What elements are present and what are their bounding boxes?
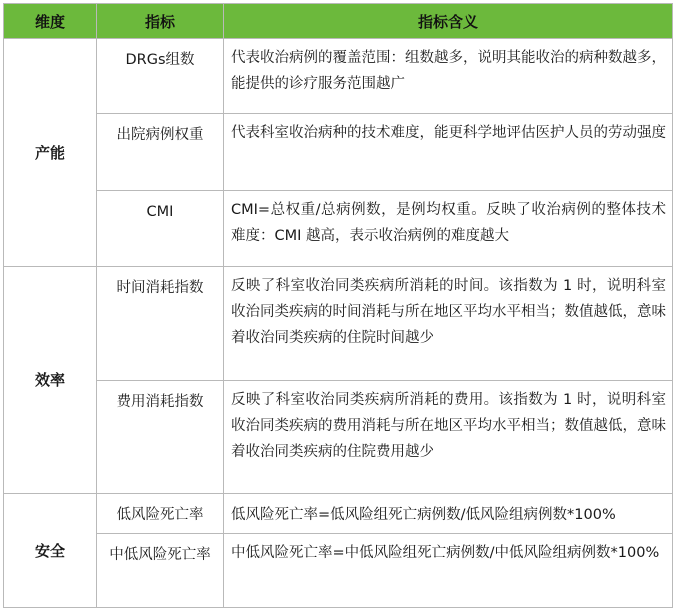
table-row <box>4 190 673 266</box>
table-row <box>4 494 673 533</box>
table-row <box>4 533 673 607</box>
meaning-cell: 代表科室收治病种的技术难度，能更科学地评估医护人员的劳动强度 <box>224 114 673 190</box>
dimension-safety: 安全 <box>4 494 97 608</box>
indicator-cell: CMI <box>97 190 224 266</box>
table-row <box>4 114 673 190</box>
table-row <box>4 39 673 114</box>
meaning-cell: CMI=总权重/总病例数，是例均权重。反映了收治病例的整体技术难度：CMI 越高，表示收治病例的难度越大 <box>224 190 673 266</box>
dimension-efficiency: 效率 <box>4 267 97 494</box>
indicator-cell: 费用消耗指数 <box>97 380 224 494</box>
header-indicator: 指标 <box>97 4 224 39</box>
meaning-cell: 低风险死亡率=低风险组死亡病例数/低风险组病例数*100% <box>224 494 673 533</box>
indicator-cell: 中低风险死亡率 <box>97 533 224 607</box>
meaning-cell: 反映了科室收治同类疾病所消耗的费用。该指数为 1 时，说明科室收治同类疾病的费用消耗与所在地区平均水平相当；数值越低，意味着收治同类疾病的住院费用越少 <box>224 380 673 494</box>
dimension-capacity: 产能 <box>4 39 97 267</box>
table-row <box>4 380 673 494</box>
indicator-cell: 低风险死亡率 <box>97 494 224 533</box>
header-dimension: 维度 <box>4 4 97 39</box>
header-meaning: 指标含义 <box>224 4 673 39</box>
indicator-cell: DRGs组数 <box>97 39 224 114</box>
meaning-cell: 反映了科室收治同类疾病所消耗的时间。该指数为 1 时，说明科室收治同类疾病的时间消耗与所在地区平均水平相当；数值越低，意味着收治同类疾病的住院时间越少 <box>224 267 673 381</box>
indicator-cell: 出院病例权重 <box>97 114 224 190</box>
indicator-cell: 时间消耗指数 <box>97 267 224 381</box>
table-row <box>4 267 673 381</box>
meaning-cell: 代表收治病例的覆盖范围：组数越多，说明其能收治的病种数越多，能提供的诊疗服务范围越广 <box>224 39 673 114</box>
indicator-table <box>3 3 673 608</box>
meaning-cell: 中低风险死亡率=中低风险组死亡病例数/中低风险组病例数*100% <box>224 533 673 607</box>
header-row <box>4 4 673 39</box>
